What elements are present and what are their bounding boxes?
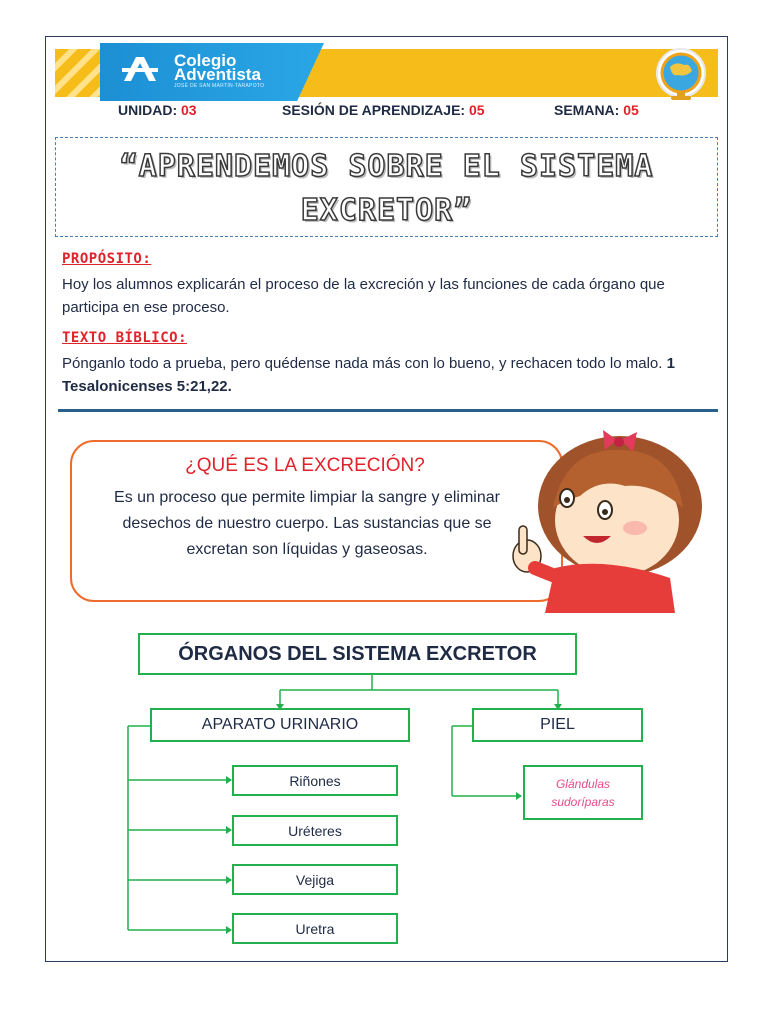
section-divider [58,409,718,412]
title-line-2: EXCRETOR” [300,193,473,228]
unidad-value: 03 [181,102,197,118]
texto-biblico-paragraph [62,352,722,398]
logo-subtitle: JOSÉ DE SAN MARTÍN-TARAPOTO [174,83,265,89]
aparato-urinario-box: APARATO URINARIO [150,708,410,742]
unidad-label: UNIDAD: [118,102,178,118]
proposito-text: Hoy los alumnos explicarán el proceso de la excreción y las funciones de cada órgano que participa en ese proceso. [62,276,665,316]
school-logo-icon [120,55,160,83]
title-line-1: “APRENDEMOS SOBRE EL SISTEMA [119,149,654,184]
bible-reference: 1 Tesalonicenses 5:21,22. [62,355,675,395]
semana-label: SEMANA: [554,102,620,118]
sesion-value: 05 [468,102,485,118]
unit-indicator [118,102,197,118]
piel-box: PIEL [472,708,643,742]
globe-icon [652,47,710,103]
organ-vejiga: Vejiga [232,864,398,895]
page-title [55,145,718,233]
texto-biblico-text: Pónganlo todo a prueba, pero quédense nada más con lo bueno, y rechacen todo lo malo. [62,355,663,372]
semana-value: 05 [623,102,639,118]
proposito-label: PROPÓSITO: [62,251,152,267]
diagram-root-box: ÓRGANOS DEL SISTEMA EXCRETOR [138,633,577,675]
definition-body: Es un proceso que permite limpiar la sangre y eliminar desechos de nuestro cuerpo. Las sustancias que se excretan son líquidas y gaseosas. [114,489,500,558]
week-indicator [554,102,639,118]
organ-rinones: Riñones [232,765,398,796]
texto-biblico-label: TEXTO BÍBLICO: [62,330,188,346]
logo-text-adventista: Adventista [174,65,261,84]
organ-glandulas-sudoriparas: Glándulas sudoríparas [523,765,643,820]
logo-text-colegio: Colegio [174,51,237,70]
session-indicator [282,102,485,118]
sesion-label: SESIÓN DE APRENDIZAJE: [282,102,466,118]
organ-ureteres: Uréteres [232,815,398,846]
girl-illustration [505,428,705,613]
organ-uretra: Uretra [232,913,398,944]
definition-title: ¿QUÉ ES LA EXCRECIÓN? [185,455,425,476]
